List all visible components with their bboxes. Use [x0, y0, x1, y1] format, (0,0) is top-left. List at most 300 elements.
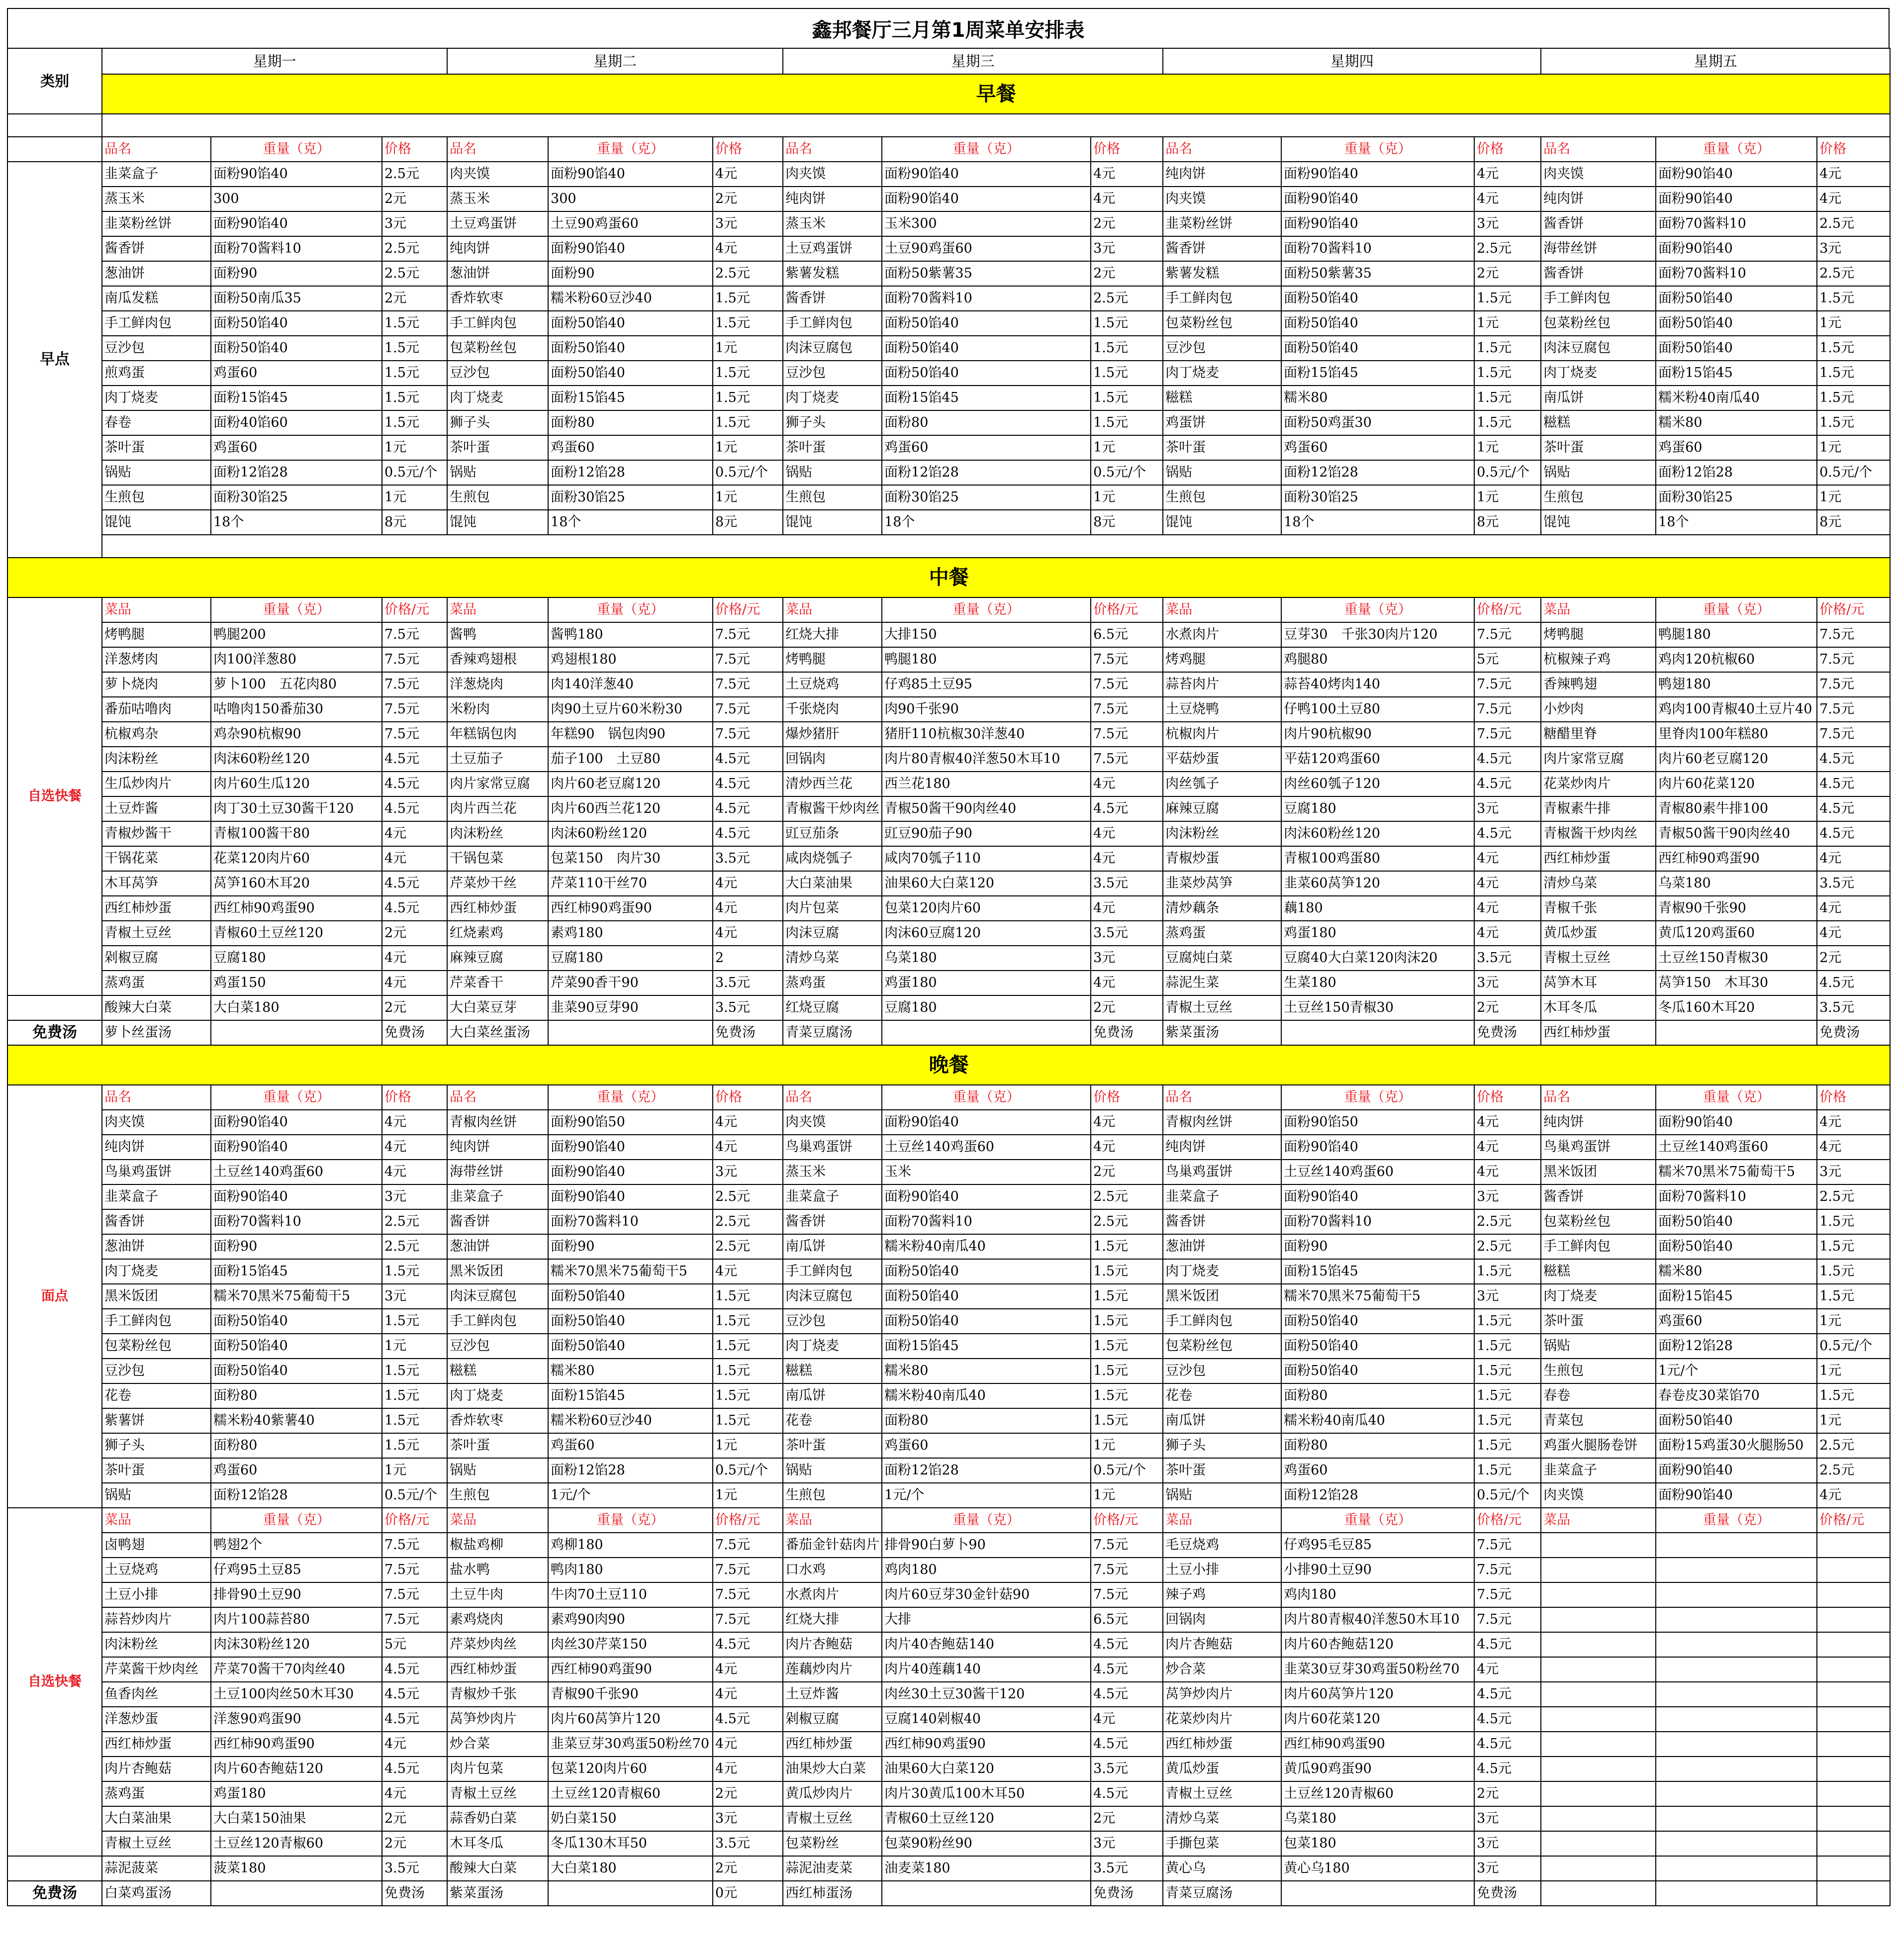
dish-name: 豆沙包: [447, 1334, 548, 1359]
dish-price: 0.5元/个: [382, 460, 447, 485]
dish-price: 7.5元: [1474, 1607, 1541, 1632]
dish-name: 紫薯饼: [102, 1408, 211, 1433]
dish-name: 茶叶蛋: [1163, 435, 1281, 460]
dish-price: 8元: [713, 510, 783, 535]
dish-weight: 生菜180: [1281, 971, 1474, 995]
dish-price: 7.5元: [713, 697, 783, 722]
dish-weight: 肉丝30土豆30酱干120: [882, 1682, 1091, 1707]
dish-weight: [882, 1020, 1091, 1045]
dish-price: 4元: [1817, 846, 1890, 871]
dish-price: 4.5元: [1817, 971, 1890, 995]
dish-weight: 面粉12馅28: [548, 1458, 713, 1483]
breakfast-row: [7, 211, 1890, 236]
dish-name: 生瓜炒肉片: [102, 772, 211, 796]
dish-weight: 豇豆90茄子90: [882, 821, 1091, 846]
dish-weight: 面粉50馅40: [1656, 311, 1817, 336]
dish-weight: 大白菜150油果: [211, 1806, 382, 1831]
dish-price: 7.5元: [713, 672, 783, 697]
dish-price: 2.5元: [1091, 1184, 1163, 1209]
dish-weight: [882, 1881, 1091, 1906]
dish-weight: 面粉70酱料10: [1656, 211, 1817, 236]
dish-name: 韭菜盒子: [447, 1184, 548, 1209]
dinner-pastry-row: [7, 1110, 1890, 1135]
dish-name: 糍糕: [1541, 1259, 1656, 1284]
dish-name: 纯肉饼: [1163, 162, 1281, 187]
dish-weight: 糯米80: [882, 1359, 1091, 1383]
dish-name: 清炒西兰花: [783, 772, 882, 796]
dish-price: 1.5元: [713, 1359, 783, 1383]
dish-weight: 面粉50南瓜35: [211, 286, 382, 311]
dish-weight: [1656, 1757, 1817, 1781]
dish-price: 4.5元: [713, 821, 783, 846]
dish-price: [1817, 1607, 1890, 1632]
dish-price: 1元: [713, 435, 783, 460]
dish-price: 0.5元/个: [382, 1483, 447, 1508]
col-header-weight: 重量（克）: [548, 1508, 713, 1533]
dish-name: 春卷: [1541, 1383, 1656, 1408]
dish-name: 生煎包: [783, 485, 882, 510]
dish-name: 春卷: [102, 410, 211, 435]
dish-name: 青菜包: [1541, 1408, 1656, 1433]
dish-price: 1元: [1817, 1408, 1890, 1433]
dish-name: 豇豆茄条: [783, 821, 882, 846]
dish-name: 黄瓜炒蛋: [1541, 921, 1656, 946]
dish-weight: 鸡杂90杭椒90: [211, 722, 382, 747]
dish-price: 1.5元: [382, 410, 447, 435]
breakfast-row: [7, 410, 1890, 435]
dish-name: 肉片家常豆腐: [447, 772, 548, 796]
dish-price: 7.5元: [1474, 622, 1541, 647]
dinner-pastry-row: [7, 1383, 1890, 1408]
dish-weight: 大白菜180: [548, 1856, 713, 1881]
dish-price: 7.5元: [1817, 697, 1890, 722]
lunch-row: [7, 995, 1890, 1020]
dish-price: 7.5元: [713, 1582, 783, 1607]
dish-price: [1817, 1856, 1890, 1881]
dish-price: 3元: [382, 211, 447, 236]
dish-price: 4元: [1817, 1110, 1890, 1135]
dish-price: 1元: [1091, 435, 1163, 460]
dish-name: 剁椒豆腐: [783, 1707, 882, 1732]
dish-weight: 18个: [211, 510, 382, 535]
dish-price: 1.5元: [713, 386, 783, 410]
dish-name: 包菜粉丝包: [1541, 311, 1656, 336]
dish-price: 1.5元: [1091, 386, 1163, 410]
dish-weight: 面粉50馅40: [882, 361, 1091, 386]
dish-price: 3元: [1474, 1284, 1541, 1309]
dish-weight: 面粉50馅40: [882, 1259, 1091, 1284]
dish-name: [1541, 1856, 1656, 1881]
dish-name: 酱香饼: [783, 1209, 882, 1234]
col-header-weight: 重量（克）: [211, 597, 382, 622]
dish-weight: 鸡肉100青椒40土豆片40: [1656, 697, 1817, 722]
lunch-row: [7, 796, 1890, 821]
dish-weight: 面粉90: [1281, 1234, 1474, 1259]
col-header-name: 品名: [1163, 137, 1281, 162]
dish-weight: 豆芽30 千张30肉片120: [1281, 622, 1474, 647]
dish-price: [1817, 1757, 1890, 1781]
dish-price: 0.5元/个: [713, 460, 783, 485]
dish-price: 4元: [1091, 1707, 1163, 1732]
dish-name: 蒸鸡蛋: [783, 971, 882, 995]
dish-name: 大白菜丝蛋汤: [447, 1020, 548, 1045]
dish-name: 红烧大排: [783, 1607, 882, 1632]
dish-weight: 面粉90馅40: [882, 1184, 1091, 1209]
dish-name: 锅贴: [1163, 1483, 1281, 1508]
col-header-price: 价格: [1091, 1085, 1163, 1110]
dish-weight: 面粉50馅40: [1281, 1359, 1474, 1383]
dinner-pastry-row: [7, 1359, 1890, 1383]
dish-weight: 1元/个: [1656, 1359, 1817, 1383]
dish-price: 1.5元: [713, 1408, 783, 1433]
dish-name: 茶叶蛋: [783, 1433, 882, 1458]
dish-weight: 肉片60杏鲍菇120: [211, 1757, 382, 1781]
dish-price: 1元: [1817, 311, 1890, 336]
dish-weight: [1656, 1607, 1817, 1632]
dish-name: 平菇炒蛋: [1163, 747, 1281, 772]
col-header-price: 价格: [382, 137, 447, 162]
dish-weight: 肉片60生瓜120: [211, 772, 382, 796]
dish-price: 2元: [382, 921, 447, 946]
dish-weight: 面粉15馅45: [211, 386, 382, 410]
dish-name: 清炒藕条: [1163, 896, 1281, 921]
breakfast-row: [7, 460, 1890, 485]
dish-price: 1元: [382, 1334, 447, 1359]
dish-weight: 洋葱90鸡蛋90: [211, 1707, 382, 1732]
dish-weight: 青椒60土豆丝120: [211, 921, 382, 946]
dish-weight: 面粉50馅40: [1656, 1209, 1817, 1234]
dish-weight: 鸭腿180: [882, 647, 1091, 672]
dish-weight: 包菜90粉丝90: [882, 1831, 1091, 1856]
col-header-price: 价格/元: [1091, 597, 1163, 622]
col-header-weight: 重量（克）: [1656, 1508, 1817, 1533]
dish-price: 1元: [1817, 435, 1890, 460]
col-header-name: 品名: [783, 137, 882, 162]
dish-name: 米粉肉: [447, 697, 548, 722]
dish-name: 豆腐炖白菜: [1163, 946, 1281, 971]
dish-name: 肉夹馍: [783, 1110, 882, 1135]
dish-weight: 土豆丝140鸡蛋60: [1656, 1135, 1817, 1160]
dish-name: 莴笋木耳: [1541, 971, 1656, 995]
dish-price: 7.5元: [713, 722, 783, 747]
dish-weight: 鸭腿200: [211, 622, 382, 647]
dinner-meal-row: [7, 1582, 1890, 1607]
dish-name: 南瓜饼: [783, 1383, 882, 1408]
dish-weight: 鸡蛋60: [1281, 1458, 1474, 1483]
dish-price: [1817, 1881, 1890, 1906]
dish-price: 2.5元: [382, 162, 447, 187]
dish-weight: 面粉70酱料10: [548, 1209, 713, 1234]
dish-price: 3.5元: [713, 1831, 783, 1856]
dish-name: 豆沙包: [102, 336, 211, 361]
dinner-pastry-row: [7, 1334, 1890, 1359]
dish-price: 7.5元: [1817, 722, 1890, 747]
lunch-soup-row: [7, 1020, 1890, 1045]
dish-name: 土豆小排: [102, 1582, 211, 1607]
dish-price: 0.5元/个: [1817, 460, 1890, 485]
dish-weight: 面粉90馅40: [1656, 162, 1817, 187]
dish-price: 1.5元: [1474, 1433, 1541, 1458]
dish-price: 1元: [1474, 485, 1541, 510]
dish-name: 豆沙包: [783, 1309, 882, 1334]
dish-price: 4.5元: [1091, 1632, 1163, 1657]
dish-price: 1.5元: [1817, 286, 1890, 311]
dish-price: 0元: [713, 1881, 783, 1906]
dish-price: 1.5元: [713, 1334, 783, 1359]
dish-weight: [1656, 1632, 1817, 1657]
dish-price: 0.5元/个: [1474, 460, 1541, 485]
dish-price: 3元: [1474, 1831, 1541, 1856]
dish-price: 4.5元: [1474, 772, 1541, 796]
dish-weight: 鸭翅2个: [211, 1533, 382, 1558]
dish-name: 鸟巢鸡蛋饼: [102, 1160, 211, 1184]
dish-weight: 仔鸡85土豆95: [882, 672, 1091, 697]
dish-weight: 面粉90馅40: [882, 162, 1091, 187]
dish-weight: 面粉90馅40: [1281, 1135, 1474, 1160]
dinner-pastry-row: [7, 1184, 1890, 1209]
dish-weight: 土豆丝120青椒60: [548, 1781, 713, 1806]
dish-weight: 面粉30馅25: [1656, 485, 1817, 510]
lunch-row: [7, 672, 1890, 697]
dish-weight: 糯米80: [1281, 386, 1474, 410]
dish-weight: 面粉50馅40: [548, 1284, 713, 1309]
dish-price: 4.5元: [713, 1632, 783, 1657]
dish-price: 1.5元: [1817, 1383, 1890, 1408]
dish-price: 4元: [1091, 772, 1163, 796]
dish-name: 红烧豆腐: [783, 995, 882, 1020]
dinner-meal-row: [7, 1632, 1890, 1657]
dish-price: 4元: [1091, 846, 1163, 871]
dish-price: 4.5元: [382, 1657, 447, 1682]
dish-weight: 糯米粉40南瓜40: [882, 1234, 1091, 1259]
dish-weight: 仔鸡95毛豆85: [1281, 1533, 1474, 1558]
dish-name: 锅贴: [1163, 460, 1281, 485]
col-header-name: 品名: [102, 137, 211, 162]
dish-weight: 面粉90馅40: [548, 1184, 713, 1209]
dish-weight: 肉丁30土豆30酱干120: [211, 796, 382, 821]
dish-name: 酱香饼: [1541, 211, 1656, 236]
dish-name: 锅贴: [447, 1458, 548, 1483]
breakfast-row: [7, 286, 1890, 311]
dish-weight: 鸡翅根180: [548, 647, 713, 672]
dish-weight: [1656, 1682, 1817, 1707]
dish-weight: 面粉12馅28: [211, 460, 382, 485]
dish-price: 1.5元: [382, 1309, 447, 1334]
dish-name: 蒜泥油麦菜: [783, 1856, 882, 1881]
dish-name: 锅贴: [783, 1458, 882, 1483]
dish-price: 1.5元: [713, 1284, 783, 1309]
col-header-name: 品名: [447, 137, 548, 162]
dish-price: 3元: [1091, 236, 1163, 261]
dish-weight: 鸡蛋180: [1281, 921, 1474, 946]
dish-weight: 面粉90馅50: [548, 1110, 713, 1135]
dish-weight: 油果60大白菜120: [882, 1757, 1091, 1781]
dish-price: 2.5元: [382, 261, 447, 286]
dinner-pastry-row: [7, 1408, 1890, 1433]
dish-weight: 鸡蛋60: [882, 1433, 1091, 1458]
dish-weight: 肉片60莴笋片120: [548, 1707, 713, 1732]
day-tuesday: 星期二: [447, 48, 783, 74]
col-header-name: 菜品: [102, 597, 211, 622]
dish-price: 4元: [1817, 1483, 1890, 1508]
dish-price: 3元: [713, 1806, 783, 1831]
dish-weight: 大排150: [882, 622, 1091, 647]
dish-weight: [1656, 1831, 1817, 1856]
empty-cell: [102, 535, 1890, 558]
dish-price: 1.5元: [1091, 1359, 1163, 1383]
dish-weight: 肉丝60瓠子120: [1281, 772, 1474, 796]
dish-price: [1817, 1781, 1890, 1806]
col-header-weight: 重量（克）: [882, 1508, 1091, 1533]
dinner-pastry-row: [7, 1309, 1890, 1334]
dish-price: 1.5元: [713, 1383, 783, 1408]
dish-price: 7.5元: [1091, 1582, 1163, 1607]
dish-weight: 鸡蛋60: [1656, 1309, 1817, 1334]
breakfast-row: [7, 386, 1890, 410]
dish-price: 2.5元: [713, 1184, 783, 1209]
dish-name: 蒜苔肉片: [1163, 672, 1281, 697]
day-friday: 星期五: [1541, 48, 1890, 74]
dish-weight: 西红柿90鸡蛋90: [548, 896, 713, 921]
dish-weight: 鸡蛋60: [211, 435, 382, 460]
col-header-price: 价格/元: [382, 597, 447, 622]
dish-name: 水煮肉片: [1163, 622, 1281, 647]
dish-weight: 面粉12馅28: [548, 460, 713, 485]
dish-weight: 面粉12馅28: [882, 460, 1091, 485]
dish-price: 2.5元: [1817, 1184, 1890, 1209]
dish-weight: 豆腐180: [211, 946, 382, 971]
dish-name: 红烧大排: [783, 622, 882, 647]
dish-price: 0.5元/个: [1091, 460, 1163, 485]
dish-price: 免费汤: [1474, 1881, 1541, 1906]
dish-weight: 面粉50馅40: [1656, 1234, 1817, 1259]
dish-name: 生煎包: [447, 1483, 548, 1508]
col-header-name: 品名: [447, 1085, 548, 1110]
col-header-weight: 重量（克）: [211, 137, 382, 162]
dish-name: 糍糕: [1541, 410, 1656, 435]
dish-price: [1817, 1558, 1890, 1582]
col-header-weight: 重量（克）: [882, 1085, 1091, 1110]
dish-weight: [1656, 1881, 1817, 1906]
dish-name: 芹菜香干: [447, 971, 548, 995]
dish-price: 4元: [1474, 1160, 1541, 1184]
dish-weight: 面粉70酱料10: [1656, 261, 1817, 286]
dish-price: 7.5元: [1474, 722, 1541, 747]
dish-name: 肉丁烧麦: [1163, 361, 1281, 386]
dish-name: 肉沫豆腐包: [447, 1284, 548, 1309]
dish-name: 大白菜油果: [102, 1806, 211, 1831]
dish-weight: 肉片90杭椒90: [1281, 722, 1474, 747]
dish-price: 4元: [1817, 162, 1890, 187]
dish-name: 肉片西兰花: [447, 796, 548, 821]
category-dinner-pastry: 面点: [7, 1085, 102, 1508]
dish-name: 干锅包菜: [447, 846, 548, 871]
dish-name: 糍糕: [1163, 386, 1281, 410]
dish-weight: 面粉15馅45: [1656, 1284, 1817, 1309]
dish-weight: [1656, 1657, 1817, 1682]
dish-weight: 面粉70酱料10: [211, 1209, 382, 1234]
empty-cell: [7, 137, 102, 162]
dish-price: 3.5元: [382, 1856, 447, 1881]
category-lunch-meal: 自选快餐: [7, 597, 102, 995]
dish-weight: 包菜150 肉片30: [548, 846, 713, 871]
dish-price: 4元: [382, 1781, 447, 1806]
dish-weight: 面粉50馅40: [211, 336, 382, 361]
dish-price: 4.5元: [1091, 1657, 1163, 1682]
dish-name: 土豆烧鸭: [1163, 697, 1281, 722]
col-header-name: 菜品: [1163, 1508, 1281, 1533]
dish-price: 1.5元: [713, 410, 783, 435]
dish-price: 1.5元: [1091, 336, 1163, 361]
dish-name: 西红柿炒蛋: [102, 896, 211, 921]
dish-name: 麻辣豆腐: [447, 946, 548, 971]
dish-weight: 西红柿90鸡蛋90: [211, 1732, 382, 1757]
dish-weight: 小排90土豆90: [1281, 1558, 1474, 1582]
dish-weight: 西红柿90鸡蛋90: [1656, 846, 1817, 871]
dish-price: 4元: [713, 896, 783, 921]
dish-weight: 面粉50馅40: [882, 1309, 1091, 1334]
dish-price: 1.5元: [1474, 1334, 1541, 1359]
dish-price: 2元: [1091, 1160, 1163, 1184]
dinner-pastry-row: [7, 1160, 1890, 1184]
dish-price: 4元: [713, 921, 783, 946]
dish-price: [1817, 1707, 1890, 1732]
dish-price: 免费汤: [1091, 1881, 1163, 1906]
dish-name: 肉片家常豆腐: [1541, 747, 1656, 772]
col-header-weight: 重量（克）: [211, 1085, 382, 1110]
dish-weight: 鸡蛋60: [548, 1433, 713, 1458]
dish-price: 0.5元/个: [713, 1458, 783, 1483]
dish-price: 7.5元: [382, 647, 447, 672]
dish-price: 4元: [1091, 187, 1163, 211]
dish-weight: 乌菜180: [1281, 1806, 1474, 1831]
dish-weight: 面粉90馅40: [548, 1160, 713, 1184]
dish-price: 1.5元: [382, 1259, 447, 1284]
dish-weight: 面粉90馅40: [882, 187, 1091, 211]
dish-name: 葱油饼: [1163, 1234, 1281, 1259]
dish-price: 2元: [713, 1781, 783, 1806]
dish-name: 西红柿炒蛋: [447, 896, 548, 921]
dish-weight: 面粉50馅40: [882, 1284, 1091, 1309]
dish-weight: 大白菜180: [211, 995, 382, 1020]
dish-name: 葱油饼: [447, 1234, 548, 1259]
dish-price: 3.5元: [1091, 1757, 1163, 1781]
column-header-row: [7, 137, 1890, 162]
dish-name: 韭菜盒子: [1541, 1458, 1656, 1483]
dish-name: 青椒千张: [1541, 896, 1656, 921]
dish-weight: 面粉15馅45: [548, 386, 713, 410]
dish-price: 4元: [382, 846, 447, 871]
dish-name: 紫薯发糕: [1163, 261, 1281, 286]
col-header-price: 价格: [1817, 137, 1890, 162]
dish-name: 肉片杏鲍菇: [783, 1632, 882, 1657]
dish-name: 西红柿炒蛋: [1541, 846, 1656, 871]
dish-name: 土豆鸡蛋饼: [447, 211, 548, 236]
dish-price: 2.5元: [713, 1234, 783, 1259]
dish-name: 馄饨: [447, 510, 548, 535]
dish-weight: 土豆丝120青椒60: [211, 1831, 382, 1856]
dish-name: 狮子头: [447, 410, 548, 435]
dish-weight: 仔鸭100土豆80: [1281, 697, 1474, 722]
dish-price: 3元: [1474, 796, 1541, 821]
lunch-row: [7, 846, 1890, 871]
dish-name: 青椒土豆丝: [1163, 995, 1281, 1020]
breakfast-row: [7, 485, 1890, 510]
empty-cell: [7, 114, 102, 137]
dish-weight: 芹菜110干丝70: [548, 871, 713, 896]
col-header-price: 价格/元: [713, 597, 783, 622]
dinner-pastry-row: [7, 1433, 1890, 1458]
